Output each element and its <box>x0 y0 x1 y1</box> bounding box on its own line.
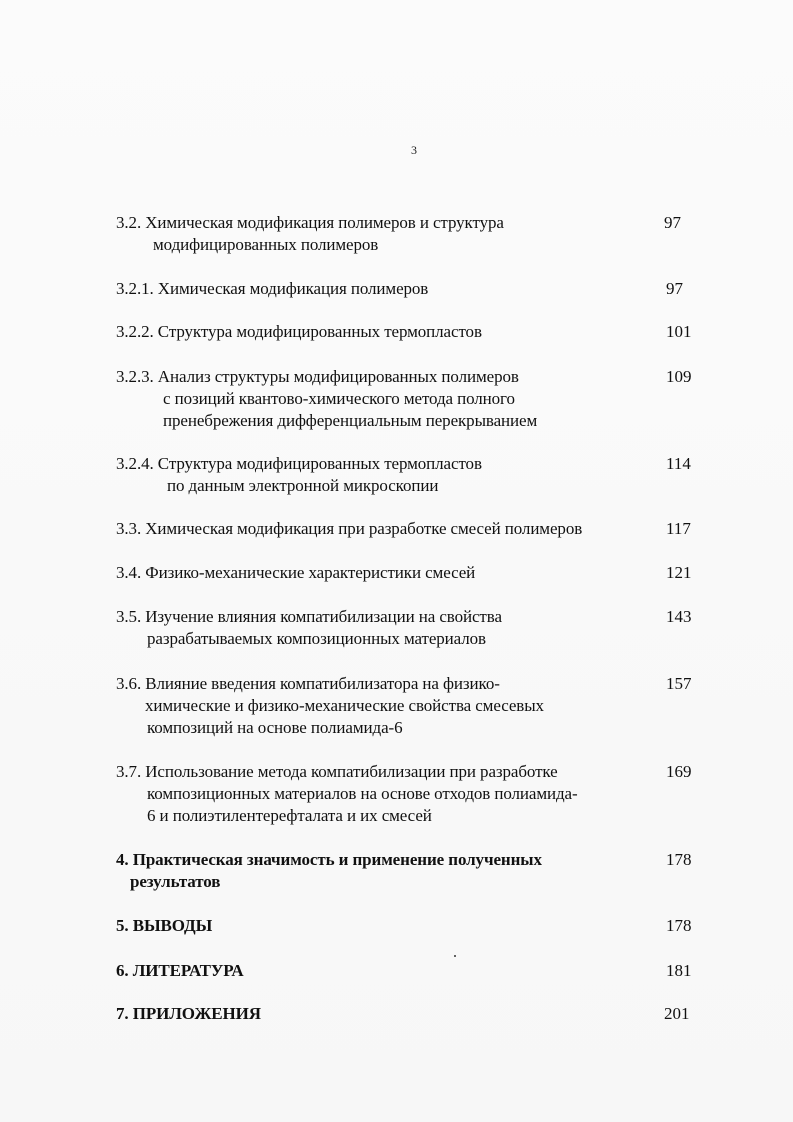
toc-entry-page: 109 <box>666 367 692 386</box>
toc-entry-page: 157 <box>666 674 692 693</box>
toc-entry-title: 5. ВЫВОДЫ <box>116 916 213 935</box>
toc-entry-title: 3.4. Физико-механические характеристики смесей <box>116 563 476 582</box>
toc-entry-title: 7. ПРИЛОЖЕНИЯ <box>116 1004 261 1023</box>
toc-entry-page: 169 <box>666 762 692 781</box>
toc-entry-title: 3.2.3. Анализ структуры модифицированных полимеров с позиций квантово-химического метода полного пренебрежения дифференциальным перекрыванием <box>116 367 538 430</box>
toc-entry-title: 4. Практическая значимость и применение полученных результатов <box>116 850 542 891</box>
page-number: 3 <box>411 143 417 157</box>
toc-entry-page: 178 <box>666 850 692 869</box>
toc-entry-page: 114 <box>666 454 691 473</box>
toc-entry-page: 143 <box>666 607 692 626</box>
toc-entry-page: 97 <box>666 279 683 298</box>
toc-entry-page: 117 <box>666 519 691 538</box>
toc-entry-title: 3.3. Химическая модификация при разработке смесей полимеров <box>116 519 583 538</box>
toc-entry-title: 6. ЛИТЕРАТУРА <box>116 961 244 980</box>
toc-entry-title: 3.2. Химическая модификация полимеров и структура модифицированных полимеров <box>116 213 504 254</box>
toc-entry-page: 97 <box>664 213 681 232</box>
toc-entry-page: 178 <box>666 916 692 935</box>
toc-entry-title: 3.2.4. Структура модифицированных термопластов по данным электронной микроскопии <box>116 454 482 495</box>
toc-entry-title: 3.6. Влияние введения компатибилизатора на физико- химические и физико-механические свойства смесевых композиций на основе полиамида-6 <box>116 674 544 737</box>
scan-speck <box>454 955 456 957</box>
toc-entry-page: 101 <box>666 322 692 341</box>
toc-entry-title: 3.7. Использование метода компатибилизации при разработке композиционных материалов на основе отходов полиамида- 6 и полиэтилентерефталата и их смесей <box>116 762 578 825</box>
toc-entry-title: 3.2.1. Химическая модификация полимеров <box>116 279 429 298</box>
toc-entry-title: 3.2.2. Структура модифицированных термопластов <box>116 322 482 341</box>
toc-entry-page: 201 <box>664 1004 690 1023</box>
toc-entry-page: 121 <box>666 563 692 582</box>
toc-entry-title: 3.5. Изучение влияния компатибилизации на свойства разрабатываемых композиционных материалов <box>116 607 502 648</box>
toc-entry-page: 181 <box>666 961 692 980</box>
